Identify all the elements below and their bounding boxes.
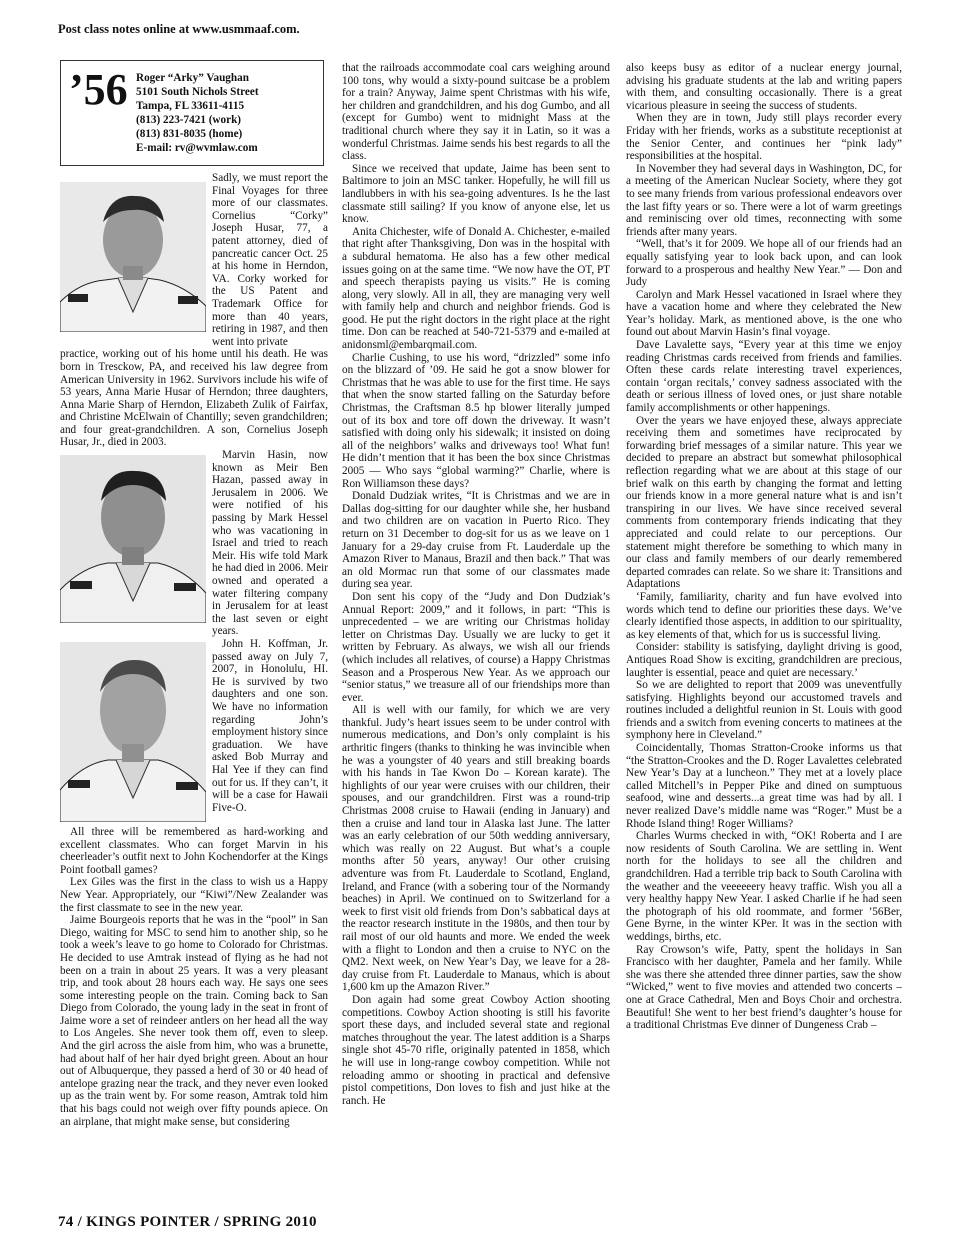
bourgeois-continued: that the railroads accommodate coal cars weighing around 100 tons, why would a sixty-pound suitcase be a problem for a train? Anyway, Jaime spent Christmas with his wife, her children and grandchildren, and his dog Gumbo, and all (except for Gumbo) went to midnight Mass at the traditional church where they say it in Latin, so it was a wonderful Christmas. Jaime sends his best regards to all the class. [342,62,610,163]
husar-paragraph-rest: practice, working out of his home until his death. He was born in Tresckow, PA, and received his law degree from American University in 1962. Survivors include his wife of 53 years, Anna Marie Husar of Herndon; three daughters, Anna Marie Sharp of Herndon, Elizabeth Zulik of Fairfax, and Christine McElwain of Chantilly; seven grandchildren; and four great-grandchildren. A son, Cornelius Joseph Husar, Jr., died in 2003. [60,348,328,449]
koffman-paragraph: John H. Koffman, Jr. passed away on July 7, 2007, in Honolulu, HI. He is survived by two daughters and one son. We have no information regarding John’s employment history since graduation. We have asked Bob Murray and Hal Yee if they can find out for us. If they can’t, it will be a case for Hawaii Five-O. [212,637,328,814]
crowson-paragraph: Ray Crowson’s wife, Patty, spent the holidays in San Francisco with her daughter, Pamela and her family. While she was there she attended three dinner parties, saw the show “Wicked,” went to five movies and attended two concerts – one at Grace Cathedral, Men and Boys Choir and orchestra. Beautiful! She went to her best friend’s daughter’s house for a traditional Christmas Eve dinner of Dungeness Crab – [626,943,902,1032]
remembered-paragraph: All three will be remembered as hard-working and excellent classmates. Who can forget Marvin in his cheerleader’s outfit next to John Kochendorfer at the Kings Point football games? [60,825,328,876]
class-secretary-contact [136,71,259,155]
hasin-paragraph: Marvin Hasin, now known as Meir Ben Hazan, passed away in Jerusalem in 2006. We were notified of his passing by Mark Hessel who was vacationing in Israel and tried to reach Meir. His wife told Mark he had died in 2006. Meir owned and operated a water filtering company in Jerusalem for at least the last seven or eight years. [212,449,328,638]
column-3 [626,62,902,1032]
contact-city: Tampa, FL 33611-4115 [136,100,245,112]
family-paragraph: All is well with our family, for which we are very thankful. Judy’s heart issues seem to be under control with numerous medications, and Don’s only complaint is his arthritic fingers (thanks to thinking he was invincible when he was a youngster of 40 years and still breaking boards with his hands in Tae Kwon Do – Korean karate). The highlights of our year were cruises with our children, their spouses, and our grandchildren. First was a round-trip Christmas 2008 cruise to Hawaii (ending in January) and then a cruise and land tour in Alaska last June. The latter was an early celebration of our 50th wedding anniversary, which was really on 22 August. But what’s a couple months after 50 years, anyway! Our other cruising adventure was from Ft. Lauderdale to Scotland, England, Ireland, and France (with a sobering tour of the Normandy beaches) in April. We continued on to Switzerland for a week to first visit old friends from Don’s sabbatical days at the reactor research institute in the 1980s, and then tour by rail most of our old haunts and more. We ended the week with a flight to London and then a cruise to NYC on the QM2. Next week, on New Year’s Day, we leave for a 28-day cruise from Ft. Lauderdale to Manaus, which is about 1,600 km up the Amazon River.” [342,704,610,994]
chichester-paragraph: Anita Chichester, wife of Donald A. Chichester, e-mailed that right after Thanksgiving, Don was in the hospital with a subdural hematoma. He also has a few other medical issues going on at the same time. “We now have the OT, PT and speech therapists paying us visits.” He is coming along, very slowly. All in all, they are managing very well with family help and church and neighbor friends. God is good. He put the right doctors in the right place at the right time. Don can be reached at 540-721-5379 and e-mailed at anidonsml@embarqmail.com. [342,225,610,352]
wurms-paragraph: Charles Wurms checked in with, “OK! Roberta and I are now residents of South Carolina. We are settling in. Went north for the holidays to see all the children and grandchildren. Had a terrible trip back to South Carolina with the weather and the veeeeeery heavy traffic. Wish you all a very healthy happy New Year. I asked Charlie if he had seen the photograph of his old roommate, and former ’56Ber, Gene Byrne, in the winter KPer. It was in the section with weddings, births, etc. [626,830,902,943]
judy-paragraph: When they are in town, Judy still plays recorder every Friday with her friends, works as a substitute receptionist at the Senior Center, and continues her “pink lady” responsibilities at the hospital. [626,112,902,163]
dudziak-paragraph: Donald Dudziak writes, “It is Christmas and we are in Dallas dog-sitting for our daughter while she, her husband and two children are on vacation in Puerto Rico. They return on 31 December to dog-sit for us as we leave on 1 January for a 29-day cruise from Ft. Lauderdale up the Amazon River to Manaus, Brazil and then back.” That was an old Mormac run that some of our classmates made during sea year. [342,490,610,591]
contact-name: Roger “Arky” Vaughan [136,72,249,84]
contact-home-phone: (813) 831-8035 (home) [136,128,243,140]
msc-tanker-paragraph: Since we received that update, Jaime has been sent to Baltimore to join an MSC tanker. Hopefully, he will fill us landlubbers in with his sea-going adventures. Is he the last classmate still sailing? If you know of anyone else, let us know. [342,162,610,226]
annual-report-paragraph: Don sent his copy of the “Judy and Don Dudziak’s Annual Report: 2009,” and it follows, in part: “This is unprecedented – we are writing our Christmas holiday letter on Christmas Day. Usually we are lucky to get it written by February. As always, we wish all our friends (which includes all relatives, of course) a Happy Christmas Season and a Prosperous New Year. As we approach our “senior status,” we treasure all of our friendships more than ever. [342,590,610,704]
family-words-paragraph: ‘Family, familiarity, charity and fun have evolved into words which tend to define our priorities these days. We’ve clearly identified those aspects, in addition to our spirituality, as key elements of that, which for us is successful living. [626,590,902,641]
washington-paragraph: In November they had several days in Washington, DC, for a meeting of the American Nuclear Society, where they got to see many friends from various professional endeavors over the last fifty years or so. There were a lot of warm greetings and reminiscing over old times, reconnecting with some friends after many years. [626,162,902,238]
photo-cornelius-husar [60,182,206,332]
photo-john-koffman [60,642,206,822]
contact-email: E-mail: rv@wvmlaw.com [136,142,258,154]
consider-paragraph: Consider: stability is satisfying, daylight driving is good, Antiques Road Show is exciting, grandchildren are precious, laughter is essential, peace and quiet are necessary.’ [626,641,902,679]
lavalette-paragraph: Dave Lavalette says, “Every year at this time we enjoy reading Christmas cards received from friends and families. Often these cards relate interesting travel experiences, contain ‘organ recitals,’ convey sadness associated with the death or serious illness of loved ones, or just share notable family accomplishments or other happenings. [626,339,902,415]
column-1 [60,60,328,1128]
page-footer: 74 / KINGS POINTER / SPRING 2010 [58,1214,317,1230]
editor-paragraph: also keeps busy as editor of a nuclear energy journal, advising his graduate students at the lab and writing papers with them, and consulting occasionally. There is a great vicarious pleasure in seeing the success of students. [626,62,902,112]
contact-work-phone: (813) 223-7421 (work) [136,114,242,126]
cushing-paragraph: Charlie Cushing, to use his word, “drizzled” some info on the blizzard of ’09. He said he got a snow blower for Christmas that he was able to use for the first time. He says that when the snow started falling on the Saturday before Christmas, the Craftsman 8.5 hp blower literally jumped out of its box and tore off down the driveway. It wasn’t satisfied with doing only his sidewalk; it insisted on doing all of the neighbors’ walks and driveways too! What fun! He didn’t mention that it has been the box since Christmas 2005 — Who says “global warming?” Charlie, where is Ron Williamson these days? [342,351,610,490]
giles-paragraph: Lex Giles was the first in the class to wish us a Happy New Year. Appropriately, our “Kiwi”/New Zealander was the first classmate to see in the new year. [60,876,328,914]
cowboy-paragraph: Don again had some great Cowboy Action shooting competitions. Cowboy Action shooting is still his favorite sport these days, and included several state and regional matches throughout the year. The latest addition is a Sharps single shot 45-70 rifle, originally patented in 1858, which he will use in long-range cowboy competition. While not reloading ammo or shooting in practical and defensive pistol competitions, Don loves to fish and just hike at the ranch. He [342,993,610,1107]
hessel-paragraph: Carolyn and Mark Hessel vacationed in Israel where they have a vacation home and where they celebrated the New Year’s holiday. Mark, as mentioned above, is the one who found out about Marvin Hasin’s final voyage. [626,288,902,339]
reflection-paragraph: Over the years we have enjoyed these, always appreciate receiving them and sometimes have reciprocated by forwarding brief messages of a similar nature. This year we decided to prepare an abstract but somewhat philosophical reflection regarding what we are about at this stage of our brief walk on this earth by changing the format and letting our friends know in a more general nature what is and isn’t transpiring in our lives. We have since received several comments from contemporary friends indicating that they appreciated and could relate to our perceptions. Our statement might therefore be something to which many in our class and family members of our dearly remembered departed comrades can relate. So we share it: Transitions and Adaptations [626,414,902,591]
bourgeois-paragraph: Jaime Bourgeois reports that he was in the “pool” in San Diego, waiting for MSC to send him to another ship, so he took a week’s leave to go home to Colorado for Christmas. He decided to use Amtrak instead of flying as he had not been on a train in about 25 years. It was a very pleasant trip, and took about 28 hours each way. He says one sees some interesting people on the train. Coming back to San Diego from Colorado, the young lady in the seat in front of Jaime wore a set of reindeer antlers on her head all the way to Los Angeles. She never took them off, even to sleep. And the girl across the aisle from him, who was a brunette, had about half of her hair dyed bright green. About an hour out of Albuquerque, they passed a herd of 30 or 40 head of antelope grazing near the track, and they never even looked up as the train went by. For some reason, Amtrak told him that his bags could not weigh over fifty pounds apiece. On an airplane, that might make sense, but considering [60,914,328,1128]
stratton-crooke-paragraph: Coincidentally, Thomas Stratton-Crooke informs us that “the Stratton-Crookes and the D. Roger Lavalettes celebrated New Year’s Day at a luncheon.” They met at a lovely place called Mitchell’s in Pepper Pike and dined on sumptuous seafood, wine and desserts...a great time was had by all. I never realized Dave’s middle name was “Roger.” Must be a Rhode Island thing! Roger Williams? [626,742,902,830]
delighted-paragraph: So we are delighted to report that 2009 was uneventfully satisfying. Highlights beyond our accustomed travels and routines included a delightful reunion in St. Louis with good friends and a switch from evening concerts to matinees at the symphony here in Cleveland.” [626,679,902,742]
column-2 [342,62,610,1107]
class-contact-box [60,60,324,166]
class-year: ’56 [69,65,128,114]
husar-paragraph-wrap: Sadly, we must report the Final Voyages for three more of our classmates. Cornelius “Corky” Joseph Husar, 77, a patent attorney, died of pancreatic cancer Oct. 25 at his home in Herndon, VA. Corky worked for the US Patent and Trademark Office for more than 40 years, retiring in 1987, and then went into private [212,172,328,348]
signoff-paragraph: “Well, that’s it for 2009. We hope all of our friends had an equally satisfying year to look back upon, and can look forward to a prosperous and healthy New Year.” — Don and Judy [626,238,902,289]
contact-street: 5101 South Nichols Street [136,86,259,98]
photo-marvin-hasin [60,455,206,623]
header-note: Post class notes online at www.usmmaaf.com. [58,22,300,36]
